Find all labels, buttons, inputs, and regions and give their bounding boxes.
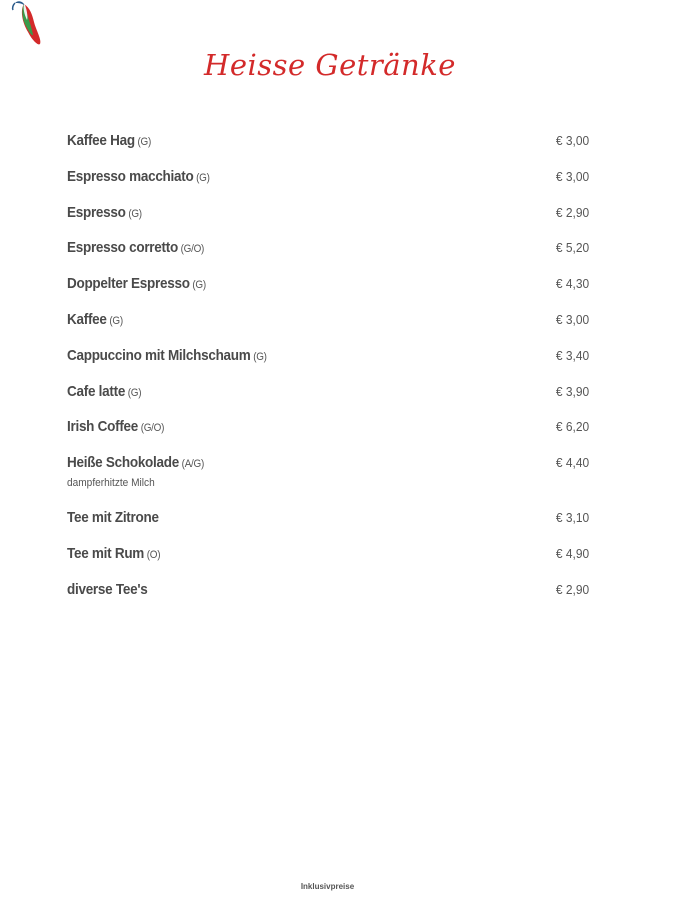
menu-item-allergens: (G) [128, 207, 142, 220]
menu-item-name [67, 452, 204, 475]
menu-item [67, 130, 589, 166]
menu-item [67, 273, 589, 309]
menu-item-name [67, 579, 148, 601]
menu-item-allergens: (G) [253, 350, 267, 363]
menu-item-allergens: (G) [192, 279, 206, 292]
menu-list [67, 130, 589, 615]
menu-item-allergens: (G) [109, 314, 123, 327]
menu-item-description: dampferhitzte Milch [67, 477, 155, 490]
menu-item [67, 452, 589, 507]
menu-item-price: € 4,30 [555, 276, 589, 292]
menu-item-label: Tee mit Rum [67, 544, 145, 562]
menu-item [67, 237, 589, 273]
menu-item-price: € 5,20 [555, 240, 589, 256]
menu-item-label: Cafe latte [67, 382, 126, 400]
menu-item-allergens: (G) [127, 386, 142, 399]
footer-note: Inklusivpreise [300, 882, 355, 891]
menu-item-text [67, 579, 553, 601]
menu-item-label: Doppelter Espresso [67, 275, 190, 293]
menu-item [67, 543, 589, 579]
menu-item-name [67, 416, 164, 439]
menu-item-text [67, 452, 553, 491]
menu-item-text [67, 345, 553, 368]
menu-item-text [67, 202, 553, 225]
menu-item [67, 345, 589, 381]
menu-item-name [67, 130, 151, 153]
menu-item [67, 579, 589, 615]
menu-item [67, 416, 589, 452]
menu-item-allergens: (O) [146, 548, 161, 561]
menu-item-allergens: (G) [196, 171, 210, 184]
menu-item-price: € 4,40 [555, 455, 589, 471]
menu-item-name [67, 202, 142, 225]
menu-item-text [67, 237, 553, 260]
menu-item-price: € 3,00 [555, 168, 589, 184]
menu-item-text [67, 507, 553, 529]
menu-item-name [67, 273, 206, 296]
menu-item-text [67, 309, 553, 332]
menu-item-label: diverse Tee's [67, 580, 148, 598]
menu-item-allergens: (G/O) [180, 243, 205, 256]
menu-item-price: € 2,90 [555, 581, 589, 597]
menu-item-allergens: (G) [137, 136, 152, 148]
menu-item-text [67, 416, 553, 439]
menu-item-price: € 3,00 [555, 311, 589, 327]
menu-item-price: € 6,20 [555, 419, 589, 435]
menu-item-price: € 3,90 [555, 383, 589, 399]
menu-item-text [67, 273, 553, 296]
menu-item-text [67, 130, 553, 153]
menu-item-name [67, 543, 160, 566]
menu-item-name [67, 507, 159, 529]
menu-item-price: € 3,40 [555, 347, 589, 363]
menu-item-price: € 3,10 [555, 510, 589, 526]
chili-pepper-icon [10, 0, 44, 50]
menu-item-allergens: (G/O) [140, 422, 165, 435]
menu-item [67, 309, 589, 345]
menu-item-label: Espresso [67, 203, 126, 221]
menu-item-name [67, 381, 141, 404]
menu-item-name [67, 345, 267, 368]
menu-item-price: € 4,90 [555, 545, 589, 561]
menu-item-label: Espresso macchiato [67, 167, 194, 185]
menu-item-name [67, 166, 210, 189]
menu-item-label: Kaffee Hag [67, 132, 135, 149]
menu-item-text [67, 381, 553, 404]
menu-item-name [67, 237, 204, 260]
menu-item-label: Kaffee [67, 310, 107, 328]
menu-item [67, 166, 589, 202]
menu-item-price: € 2,90 [555, 204, 589, 220]
menu-item [67, 381, 589, 417]
menu-item-text [67, 543, 553, 566]
menu-item-price: € 3,00 [555, 133, 589, 148]
menu-item-name [67, 309, 123, 332]
menu-item-label: Tee mit Zitrone [67, 509, 159, 527]
menu-item-label: Espresso corretto [67, 239, 178, 257]
menu-item-text [67, 166, 553, 189]
menu-item-label: Heiße Schokolade [67, 454, 179, 472]
menu-item [67, 507, 589, 543]
menu-item-label: Irish Coffee [67, 418, 139, 436]
menu-item-label: Cappuccino mit Milchschaum [67, 346, 251, 364]
menu-item [67, 202, 589, 238]
page-title: Heisse Getränke [204, 48, 456, 82]
menu-item-allergens: (A/G) [181, 458, 204, 471]
